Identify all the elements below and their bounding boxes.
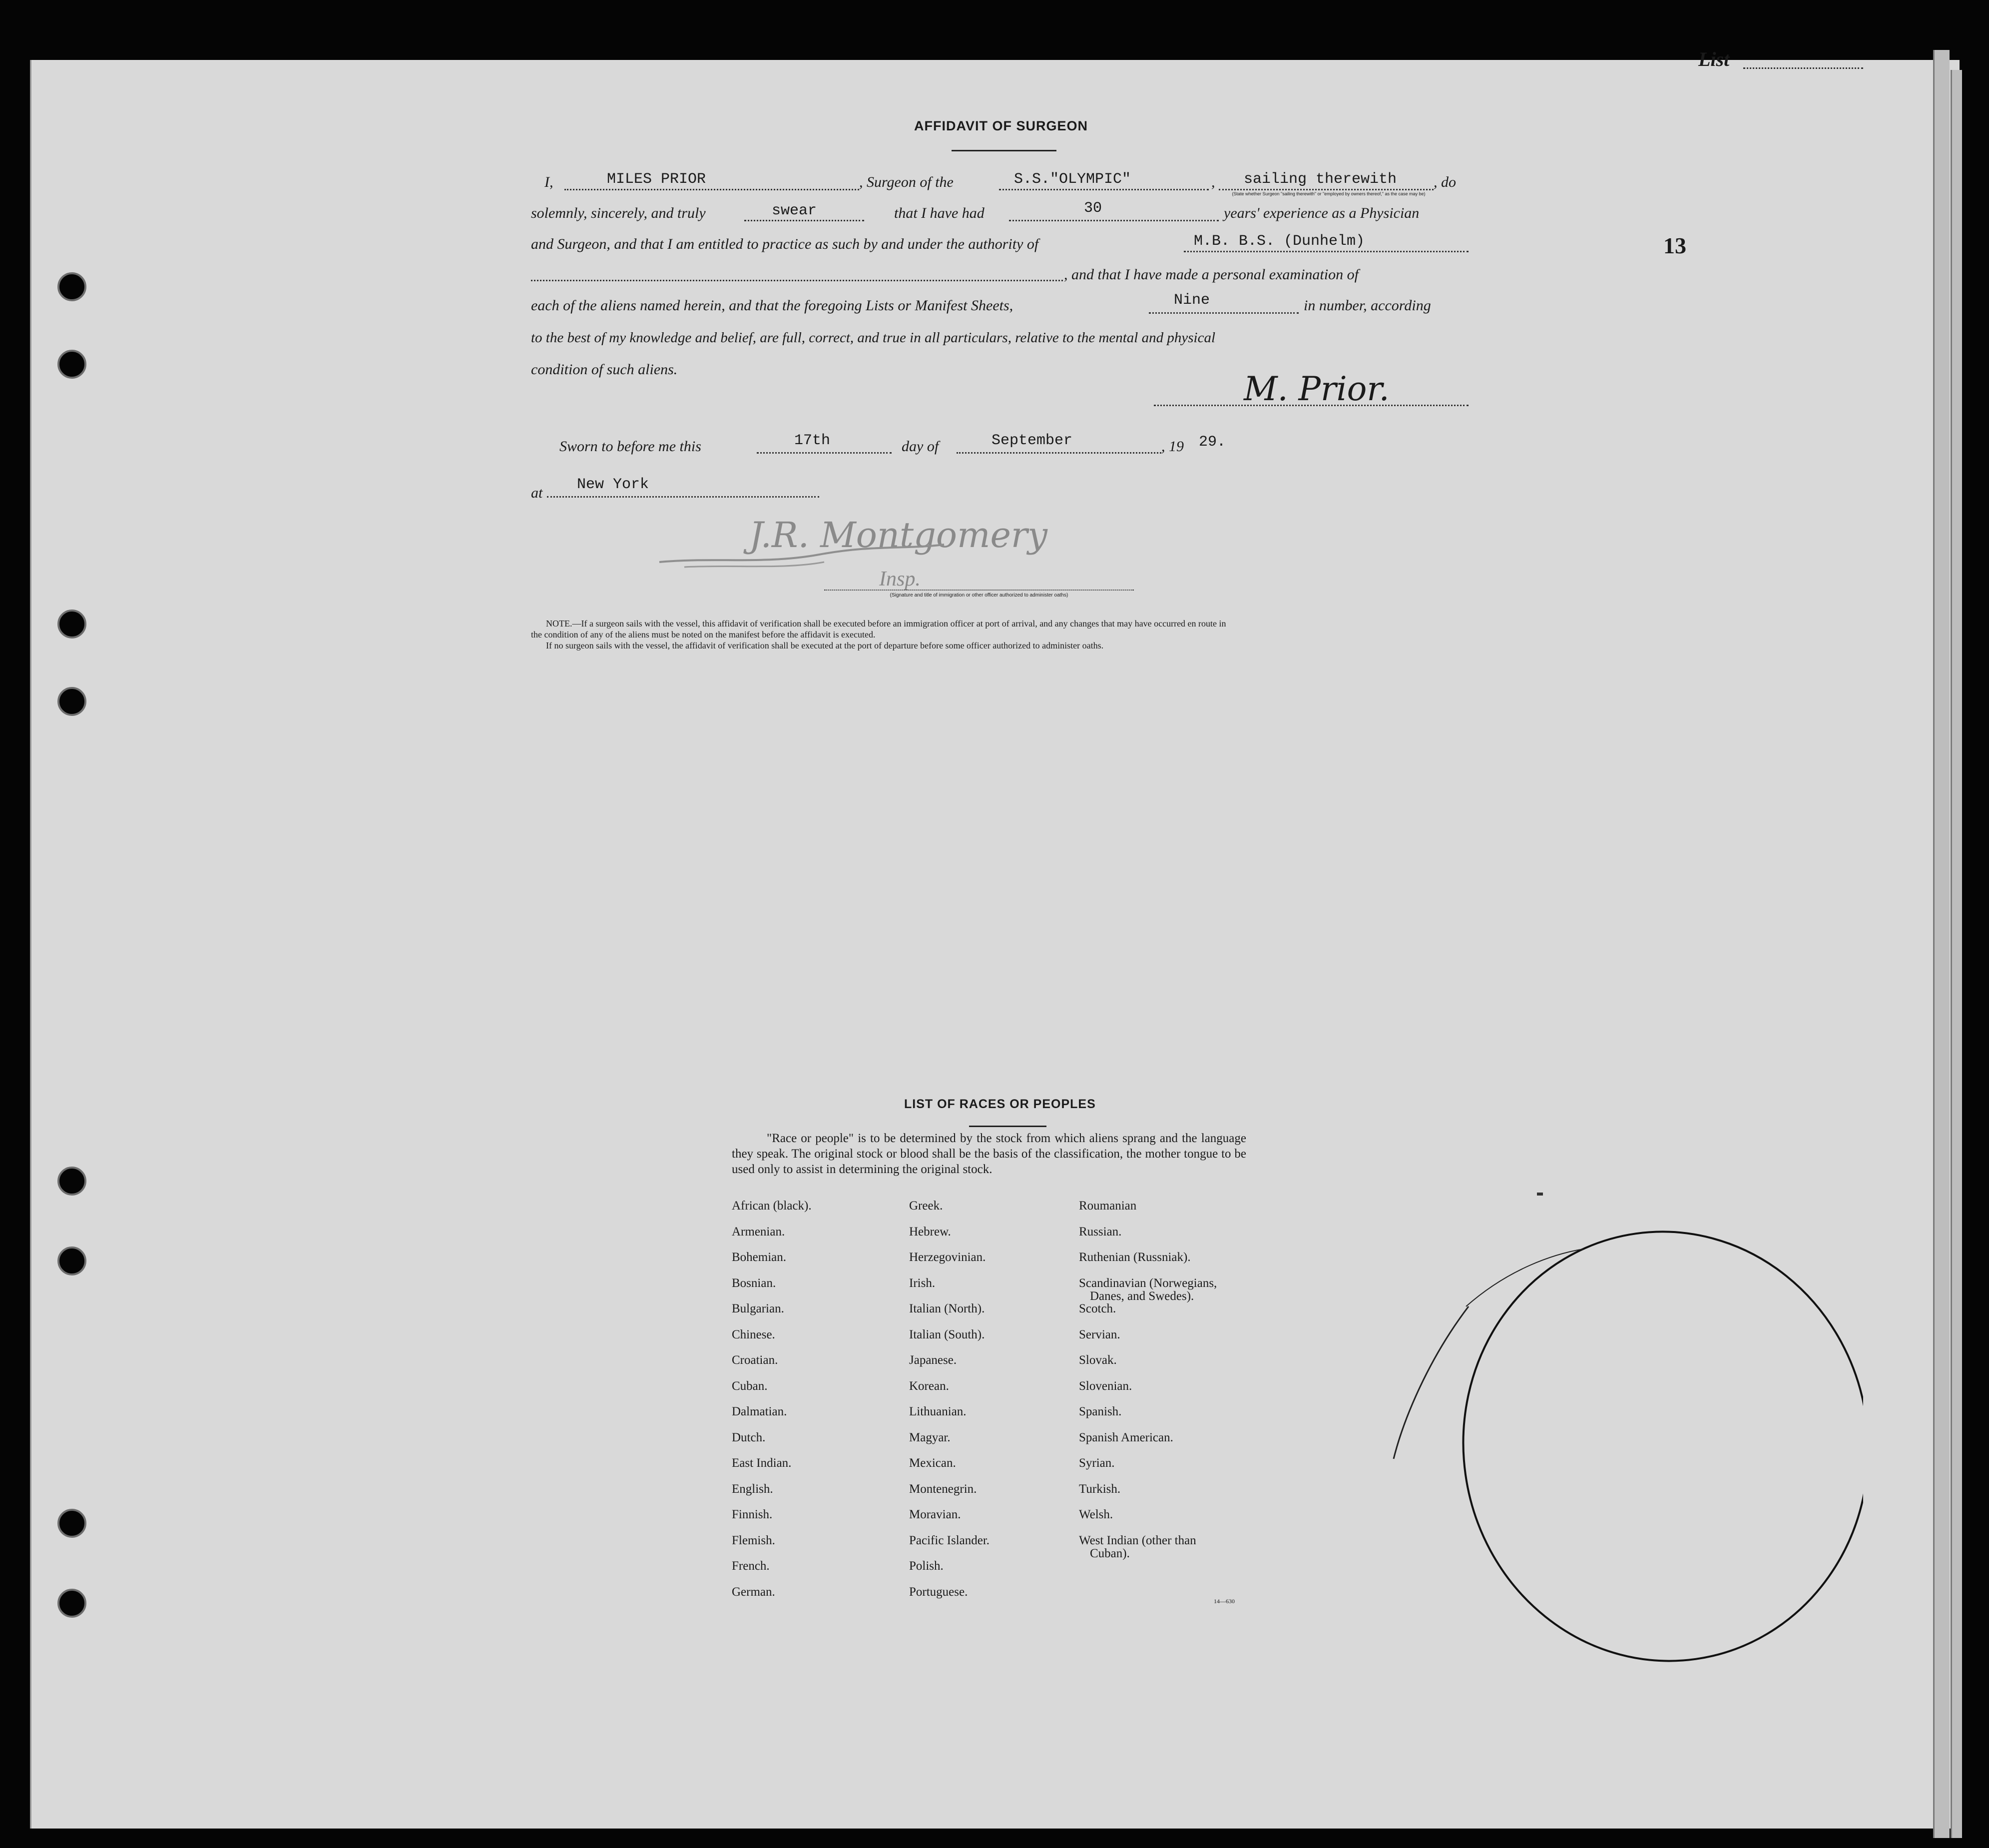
binder-hole bbox=[57, 1246, 86, 1275]
race-item: Turkish. bbox=[1079, 1482, 1121, 1496]
vessel-name: S.S."OLYMPIC" bbox=[1014, 171, 1131, 188]
page-number: 13 bbox=[1663, 233, 1686, 258]
authority-value: M.B. B.S. (Dunhelm) bbox=[1194, 233, 1365, 250]
binder-hole bbox=[57, 687, 86, 716]
race-item: Slovak. bbox=[1079, 1353, 1117, 1367]
race-item: West Indian (other than bbox=[1079, 1533, 1196, 1547]
note-line: If no surgeon sails with the vessel, the affidavit of verification shall be executed at the port of departure before some officer authorized to administer oaths. bbox=[546, 640, 1104, 650]
race-item: Bohemian. bbox=[732, 1250, 787, 1264]
affidavit-text: , Surgeon of the bbox=[859, 174, 954, 190]
list-label: List bbox=[1698, 48, 1730, 70]
race-item: Herzegovinian. bbox=[909, 1250, 986, 1264]
binder-hole bbox=[57, 350, 86, 379]
note-line: NOTE.—If a surgeon sails with the vessel, this affidavit of verification shall be executed before an immigration officer at port of arrival, and any changes that may have occurred en route in bbox=[546, 618, 1226, 628]
sworn-year: 29. bbox=[1199, 434, 1226, 451]
years-experience: 30 bbox=[1084, 200, 1102, 217]
race-item: Dutch. bbox=[732, 1430, 766, 1444]
race-item: Montenegrin. bbox=[909, 1482, 977, 1496]
month-line bbox=[957, 452, 1161, 454]
affidavit-text: to the best of my knowledge and belief, are full, correct, and true in all particulars, relative to the mental and physical bbox=[531, 330, 1216, 346]
race-item: Moravian. bbox=[909, 1508, 961, 1521]
affidavit-text: in number, according bbox=[1304, 297, 1431, 314]
affidavit-text: at bbox=[531, 485, 543, 501]
race-item: Ruthenian (Russniak). bbox=[1079, 1250, 1191, 1264]
race-item: Japanese. bbox=[909, 1353, 957, 1367]
page-edge bbox=[1933, 50, 1950, 1838]
binder-hole bbox=[57, 610, 86, 638]
race-item: Slovenian. bbox=[1079, 1379, 1132, 1393]
race-item: African (black). bbox=[732, 1199, 812, 1213]
sworn-place: New York bbox=[577, 476, 649, 493]
ink-mark bbox=[1537, 1193, 1543, 1196]
race-item: Roumanian bbox=[1079, 1199, 1137, 1213]
race-item: Spanish. bbox=[1079, 1405, 1122, 1418]
form-number: 14—630 bbox=[1214, 1598, 1235, 1605]
race-item: Scandinavian (Norwegians, bbox=[1079, 1276, 1217, 1290]
sailing-status: sailing therewith bbox=[1244, 171, 1397, 188]
authority-line bbox=[1184, 251, 1469, 252]
affidavit-text: I, bbox=[544, 174, 553, 190]
race-item: Irish. bbox=[909, 1276, 936, 1290]
binder-hole bbox=[57, 1509, 86, 1538]
race-item: Armenian. bbox=[732, 1225, 785, 1238]
affidavit-title: AFFIDAVIT OF SURGEON bbox=[914, 118, 1088, 133]
officer-signature: J.R. Montgomery bbox=[749, 515, 1047, 556]
affidavit-text: , bbox=[1211, 174, 1215, 190]
race-item: Chinese. bbox=[732, 1327, 775, 1341]
surgeon-signature: M. Prior. bbox=[1244, 370, 1390, 408]
affidavit-text: condition of such aliens. bbox=[531, 361, 678, 378]
race-item: Welsh. bbox=[1079, 1508, 1113, 1521]
affidavit-text: solemnly, sincerely, and truly bbox=[531, 205, 706, 221]
signature-caption: (Signature and title of immigration or other officer authorized to administer oaths) bbox=[890, 593, 1068, 598]
affidavit-text: , 19 bbox=[1161, 438, 1184, 455]
race-item: Magyar. bbox=[909, 1430, 951, 1444]
race-item: Cuban. bbox=[732, 1379, 768, 1393]
note-line: the condition of any of the aliens must be noted on the manifest before the affidavit is executed. bbox=[531, 629, 876, 639]
sailing-line bbox=[1219, 189, 1434, 190]
race-item: Syrian. bbox=[1079, 1456, 1115, 1470]
binder-hole bbox=[57, 1589, 86, 1618]
affidavit-text: , and that I have made a personal examination of bbox=[1064, 266, 1359, 283]
oath-type: swear bbox=[772, 202, 817, 219]
vessel-line bbox=[999, 189, 1209, 190]
race-item: Italian (North). bbox=[909, 1302, 985, 1315]
race-item: Scotch. bbox=[1079, 1302, 1116, 1315]
day-line bbox=[757, 452, 892, 454]
affidavit-text: day of bbox=[902, 438, 939, 455]
race-item: Hebrew. bbox=[909, 1225, 951, 1238]
race-item: Danes, and Swedes). bbox=[1090, 1289, 1194, 1303]
officer-title: Insp. bbox=[879, 568, 921, 591]
race-item: Dalmatian. bbox=[732, 1405, 787, 1418]
sworn-month: September bbox=[992, 432, 1073, 449]
race-item: Flemish. bbox=[732, 1533, 775, 1547]
race-item: Korean. bbox=[909, 1379, 949, 1393]
affidavit-text: and Surgeon, and that I am entitled to practice as such by and under the authority of bbox=[531, 236, 1039, 252]
race-item: Greek. bbox=[909, 1199, 943, 1213]
race-item: Bulgarian. bbox=[732, 1302, 784, 1315]
race-item: English. bbox=[732, 1482, 773, 1496]
title-rule bbox=[952, 150, 1056, 151]
race-item: Servian. bbox=[1079, 1327, 1120, 1341]
surgeon-name: MILES PRIOR bbox=[607, 171, 706, 188]
sheet-count: Nine bbox=[1174, 292, 1210, 309]
races-intro: "Race or people" is to be determined by the stock from which aliens sprang and the language they speak. The original stock or blood shall be the basis of the classification, the mother tongue to be used only to assist in determining the original stock. bbox=[732, 1132, 1246, 1176]
race-item: Italian (South). bbox=[909, 1327, 985, 1341]
sworn-day: 17th bbox=[794, 432, 831, 449]
sailing-note: (State whether Surgeon "sailing therewith" or "employed by owners thereof," as the case may be) bbox=[1232, 191, 1426, 196]
stamp-circle bbox=[1374, 1219, 1863, 1679]
affidavit-text: each of the aliens named herein, and that the foregoing Lists or Manifest Sheets, bbox=[531, 297, 1013, 314]
race-item: Mexican. bbox=[909, 1456, 956, 1470]
race-item: Polish. bbox=[909, 1559, 944, 1573]
races-title: LIST OF RACES OR PEOPLES bbox=[904, 1097, 1096, 1111]
years-line bbox=[1009, 220, 1219, 221]
races-table bbox=[732, 1199, 1281, 1614]
race-item: Croatian. bbox=[732, 1353, 778, 1367]
list-number-line bbox=[1743, 67, 1863, 69]
oath-line bbox=[744, 220, 864, 221]
affidavit-text: that I have had bbox=[894, 205, 985, 221]
binder-hole bbox=[57, 1167, 86, 1196]
officer-signature-line bbox=[824, 590, 1134, 591]
place-line bbox=[547, 496, 819, 498]
affidavit-note bbox=[531, 618, 1470, 651]
binder-hole bbox=[57, 272, 86, 301]
race-item: Portuguese. bbox=[909, 1585, 968, 1599]
race-item: German. bbox=[732, 1585, 775, 1599]
race-item: Pacific Islander. bbox=[909, 1533, 990, 1547]
race-item: Bosnian. bbox=[732, 1276, 776, 1290]
name-line bbox=[564, 189, 859, 190]
sheet-count-line bbox=[1149, 312, 1299, 314]
race-item: Cuban). bbox=[1090, 1546, 1130, 1560]
race-item: East Indian. bbox=[732, 1456, 792, 1470]
race-item: Finnish. bbox=[732, 1508, 773, 1521]
page-edge bbox=[1951, 70, 1962, 1838]
affidavit-text: Sworn to before me this bbox=[559, 438, 701, 455]
races-title-rule bbox=[969, 1126, 1046, 1127]
authority-continued-line bbox=[531, 280, 1063, 281]
race-item: Russian. bbox=[1079, 1225, 1122, 1238]
race-item: French. bbox=[732, 1559, 770, 1573]
race-item: Lithuanian. bbox=[909, 1405, 967, 1418]
race-item: Spanish American. bbox=[1079, 1430, 1173, 1444]
affidavit-text: years' experience as a Physician bbox=[1224, 205, 1420, 221]
affidavit-text: , do bbox=[1434, 174, 1456, 190]
